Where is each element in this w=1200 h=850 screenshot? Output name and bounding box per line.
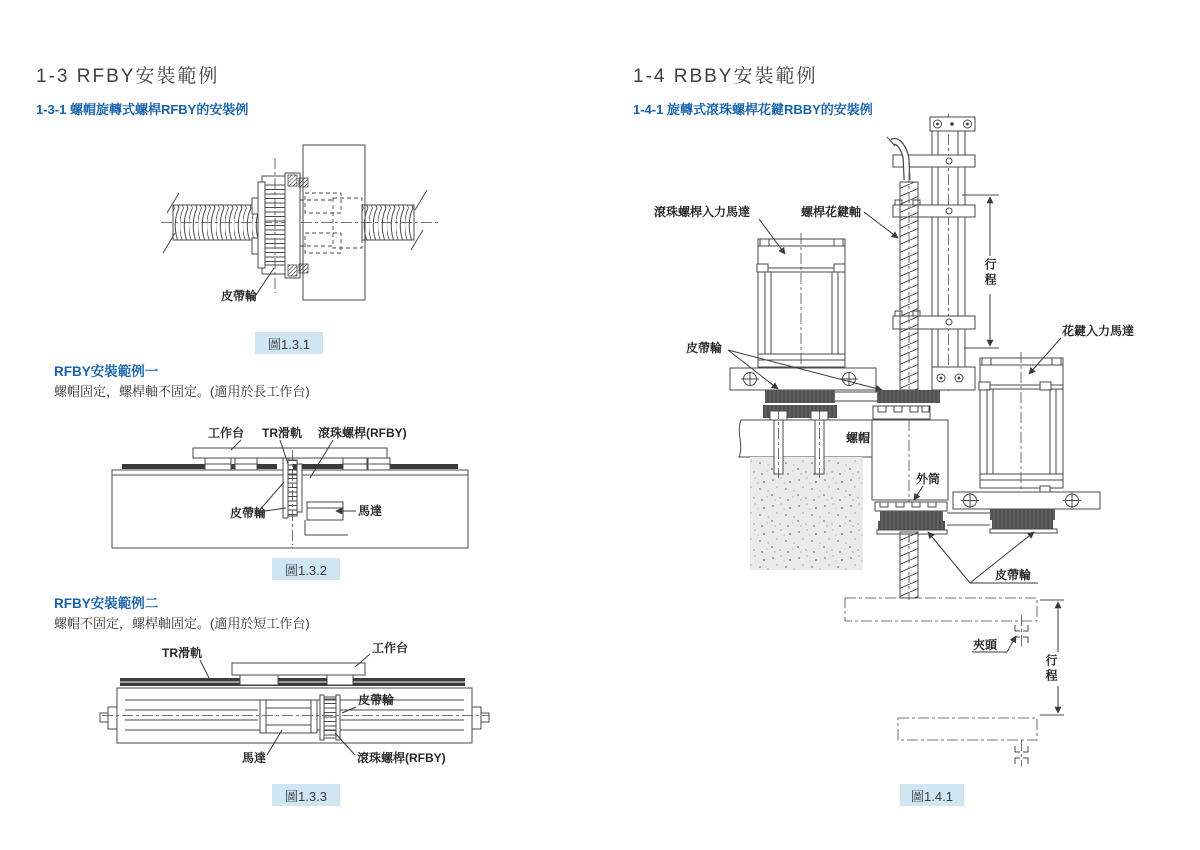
label-tr-rail	[162, 645, 210, 680]
tr-rail	[120, 678, 465, 686]
example2-description: 螺帽不固定，螺桿軸固定。(適用於短工作台)	[54, 616, 310, 631]
svg-text:滾珠螺桿(RFBY): 滾珠螺桿(RFBY)	[318, 426, 407, 440]
ballscrew-input-motor	[757, 233, 845, 370]
screw-spline-shaft	[900, 182, 918, 390]
svg-text:皮帶輪: 皮帶輪	[230, 506, 267, 520]
example2-heading: RFBY安裝範例二	[54, 596, 159, 611]
svg-text:TR滑軌: TR滑軌	[262, 426, 302, 440]
section-title-right: 1-4 RBBY安裝範例	[633, 66, 818, 87]
svg-text:馬達: 馬達	[242, 751, 267, 765]
svg-text:馬達: 馬達	[358, 504, 383, 518]
section-title-left: 1-3 RFBY安裝範例	[36, 66, 220, 87]
figure-1-3-1-diagram	[153, 138, 448, 318]
example1-description: 螺帽固定，螺桿軸不固定。(適用於長工作台)	[54, 384, 310, 399]
stroke-lower-label: 行程	[1044, 654, 1058, 684]
svg-text:花鍵入力馬達: 花鍵入力馬達	[1062, 324, 1135, 338]
figure-caption-1-4-1: 圖1.4.1	[900, 784, 964, 806]
svg-text:皮帶輪: 皮帶輪	[995, 568, 1032, 582]
pulley-assembly	[252, 158, 308, 293]
label-worktable	[208, 425, 244, 450]
motor-bracket-plate	[730, 368, 876, 390]
svg-text:皮帶輪: 皮帶輪	[686, 341, 723, 355]
figure-1-4-1-diagram	[640, 112, 1175, 777]
svg-text:工作台: 工作台	[372, 641, 409, 655]
figure-1-3-2-diagram	[105, 418, 475, 558]
label-screw-spline-shaft	[801, 204, 898, 238]
svg-text:工作台: 工作台	[208, 426, 245, 440]
concrete-base	[750, 457, 863, 570]
figure-caption-1-3-2: 圖1.3.2	[272, 558, 340, 580]
pulley-unit	[320, 695, 340, 740]
section-subtitle-left: 1-3-1 螺帽旋轉式螺桿RFBY的安裝例	[36, 102, 249, 117]
stroke-upper-label: 行程	[983, 258, 997, 288]
section-subtitle-right: 1-4-1 旋轉式滾珠螺桿花鍵RBBY的安裝例	[633, 102, 873, 117]
svg-text:螺桿花鍵軸: 螺桿花鍵軸	[801, 205, 862, 219]
svg-text:螺帽: 螺帽	[846, 431, 871, 445]
ball-screw-shaft-left	[163, 193, 260, 253]
example1-heading: RFBY安裝範例一	[54, 364, 159, 379]
svg-text:滾珠螺桿入力馬達: 滾珠螺桿入力馬達	[654, 205, 751, 219]
belt-and-pulleys-lower	[947, 509, 1057, 533]
label-chuck	[972, 636, 1016, 652]
svg-text:TR滑軌: TR滑軌	[162, 646, 202, 660]
svg-text:皮帶輪: 皮帶輪	[358, 693, 395, 707]
label-pulley-lower	[928, 532, 1038, 583]
figure-caption-1-3-1: 圖1.3.1	[255, 332, 323, 354]
spline-motor-plate	[953, 486, 1100, 509]
ball-screw-shaft-right	[362, 190, 427, 250]
figure-1-3-3-diagram	[98, 634, 493, 806]
motor-unit	[260, 700, 317, 733]
work-position-lower	[898, 718, 1037, 766]
screw-spline-shaft-lower	[900, 532, 918, 598]
svg-text:滾珠螺桿(RFBY): 滾珠螺桿(RFBY)	[357, 751, 446, 765]
belt-and-pulleys-upper	[765, 390, 940, 403]
pulley-label-text: 皮帶輪	[221, 289, 258, 303]
figure-caption-1-3-3: 圖1.3.3	[272, 784, 340, 806]
svg-text:外筒: 外筒	[916, 472, 941, 486]
svg-text:夾頭: 夾頭	[973, 638, 998, 652]
nut-flange	[873, 406, 930, 419]
stroke-dimension-lower	[1040, 600, 1064, 715]
work-position-upper	[845, 598, 1037, 647]
